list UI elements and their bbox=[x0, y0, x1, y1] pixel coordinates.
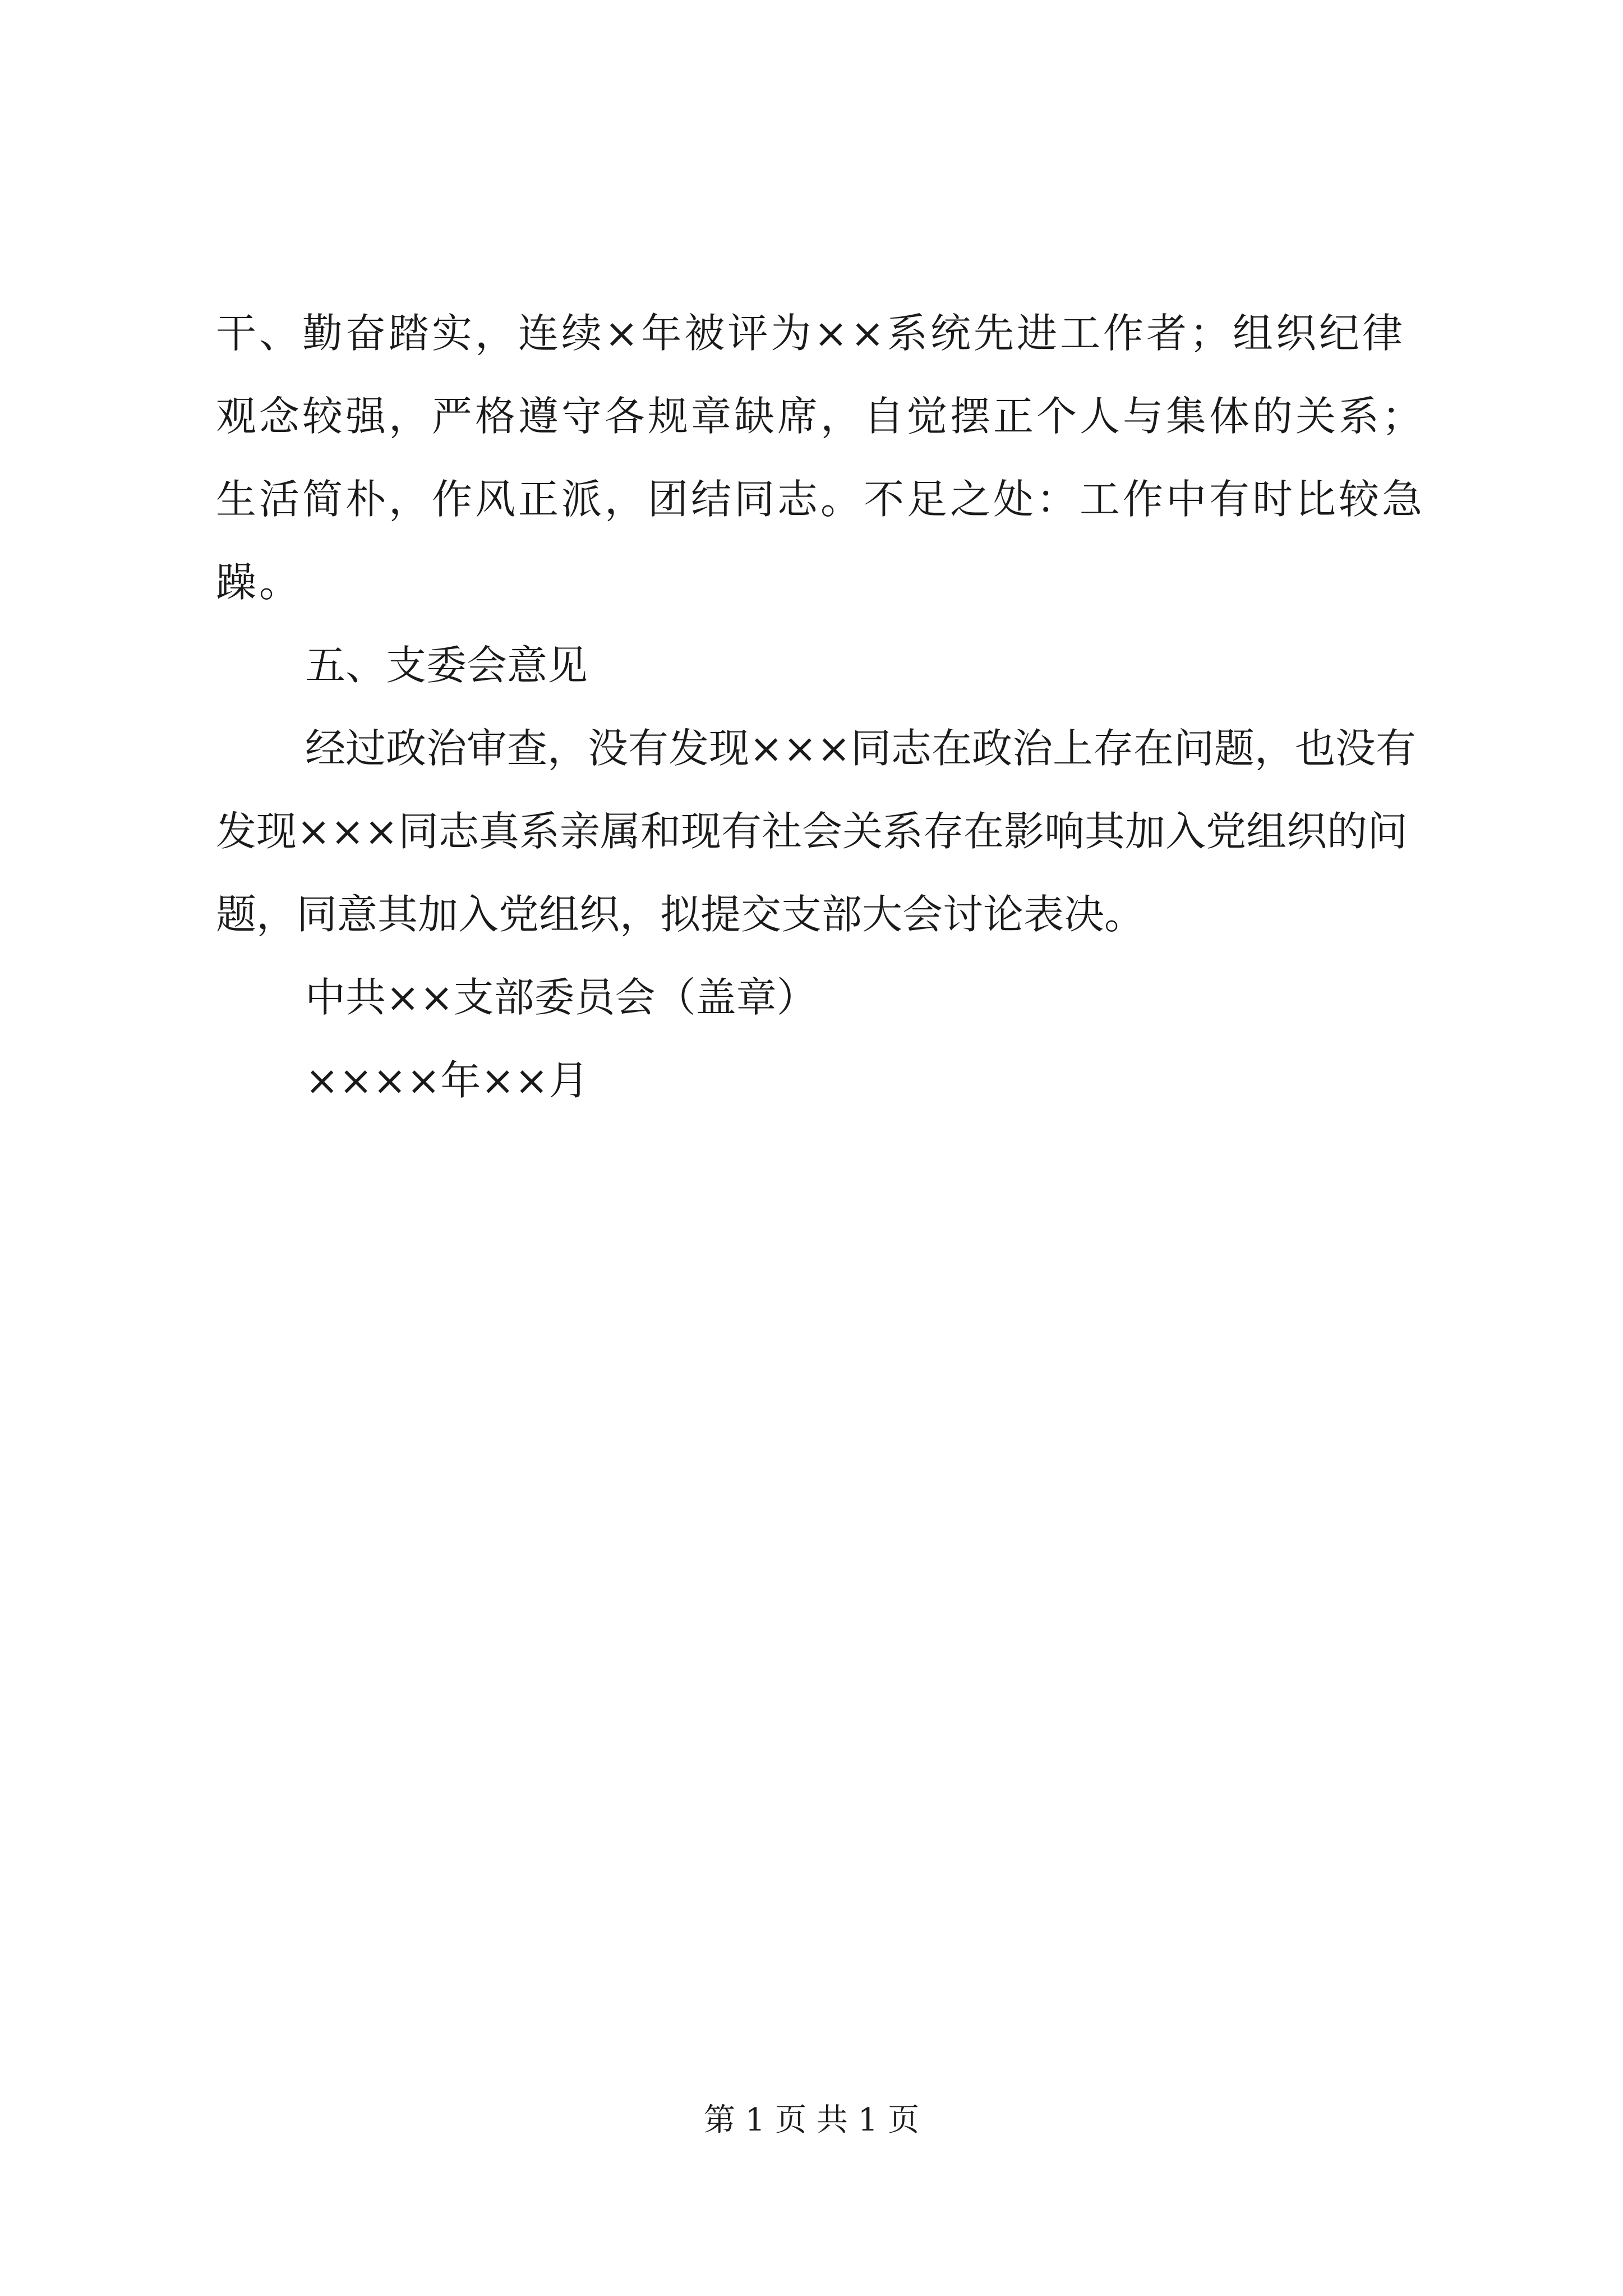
signature-committee: 中共××支部委员会（盖章） bbox=[305, 974, 817, 1021]
paragraph-continuation: 干、勤奋踏实，连续×年被评为××系统先进工作者；组织纪律观念较强，严格遵守各规章缺席，自觉摆正个人与集体的关系；生活简朴，作风正派，团结同志。不足之处：工作中有时比较急躁。 bbox=[216, 310, 1426, 606]
section-heading-5: 五、支委会意见 bbox=[305, 642, 588, 689]
signature-date: ××××年××月 bbox=[305, 1057, 589, 1104]
paragraph-committee-opinion: 经过政治审查，没有发现×××同志在政治上存在问题，也没有发现×××同志真系亲属和现有社会关系存在影响其加入党组织的问题，同意其加入党组织，拟提交支部大会讨论表决。 bbox=[216, 725, 1416, 938]
document-body bbox=[216, 292, 1427, 1122]
page-footer: 第 1 页 共 1 页 bbox=[703, 2102, 920, 2138]
